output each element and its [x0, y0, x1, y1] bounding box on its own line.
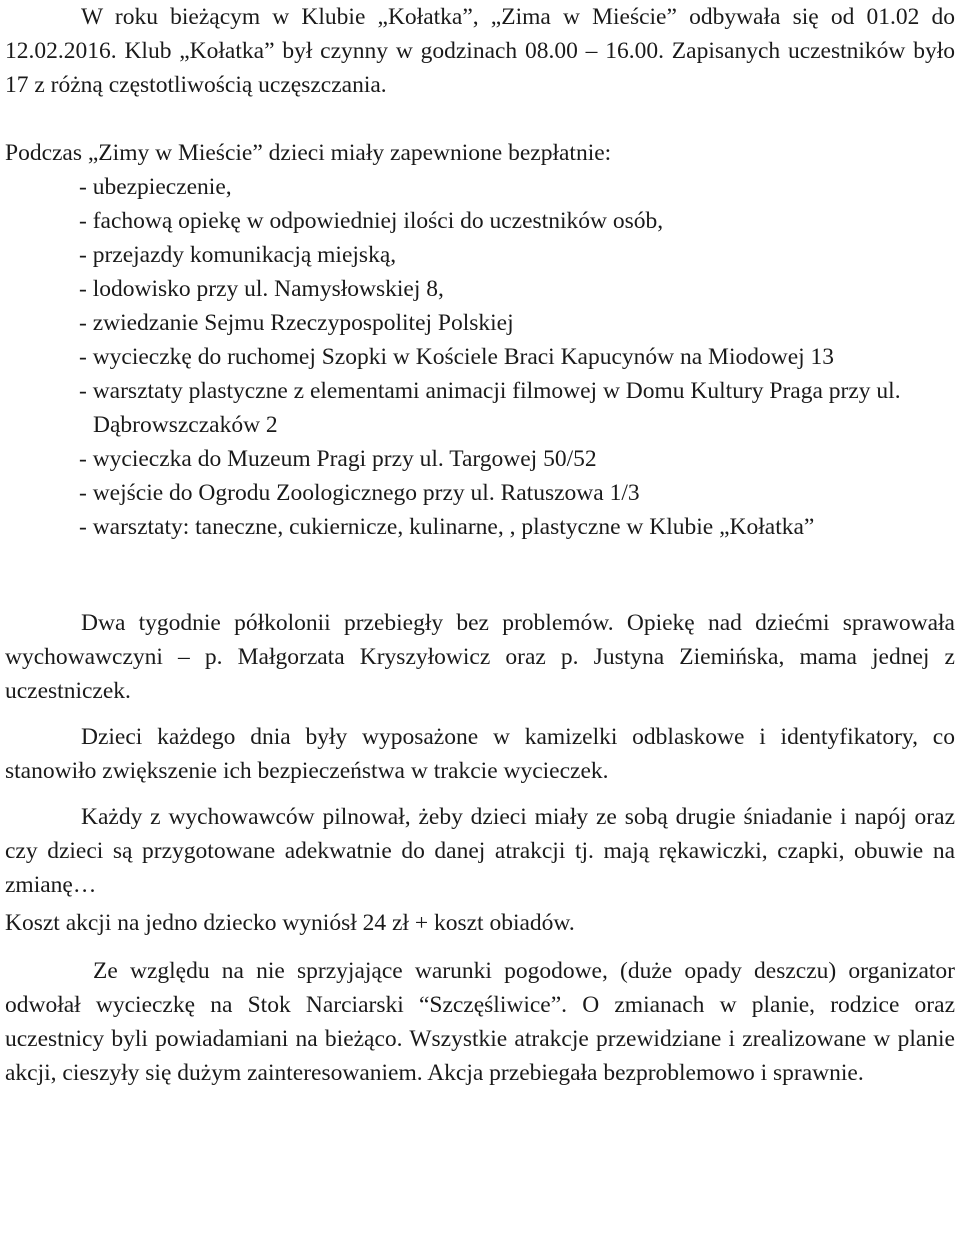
cost-paragraph: Koszt akcji na jedno dziecko wyniósł 24 zł + koszt obiadów. [5, 910, 575, 936]
list-item: - zwiedzanie Sejmu Rzeczypospolitej Polskiej [79, 310, 514, 336]
breakfast-paragraph: Każdy z wychowawców pilnował, żeby dzieci miały ze sobą drugie śniadanie i napój oraz czy dzieci są przygotowane adekwatnie do danej atrakcji tj. mają rękawiczki, czapki, obuwie na zmianę… [5, 804, 955, 898]
list-item: - warsztaty: taneczne, cukiernicze, kulinarne, , plastyczne w Klubie „Kołatka” [79, 514, 815, 540]
list-item: - wejście do Ogrodu Zoologicznego przy ul. Ratuszowa 1/3 [79, 480, 640, 506]
list-item: - przejazdy komunikacją miejską, [79, 242, 397, 268]
list-item: - wycieczkę do ruchomej Szopki w Kościele Braci Kapucynów na Miodowej 13 [79, 344, 835, 370]
supervision-paragraph: Dwa tygodnie półkolonii przebiegły bez problemów. Opiekę nad dziećmi sprawowała wychowawczyni – p. Małgorzata Kryszyłowicz oraz p. Justyna Ziemińska, mama jednej z uczestniczek. [5, 610, 955, 704]
list-item: - ubezpieczenie, [79, 174, 232, 200]
safety-paragraph: Dzieci każdego dnia były wyposażone w kamizelki odblaskowe i identyfikatory, co stanowiło zwiększenie ich bezpieczeństwa w trakcie wycieczek. [5, 724, 955, 784]
document-page [5, 0, 955, 1090]
list-item: - lodowisko przy ul. Namysłowskiej 8, [79, 276, 444, 302]
list-heading: Podczas „Zimy w Mieście” dzieci miały zapewnione bezpłatnie: [5, 140, 612, 166]
list-item: - wycieczka do Muzeum Pragi przy ul. Targowej 50/52 [79, 446, 597, 472]
intro-paragraph: W roku bieżącym w Klubie „Kołatka”, „Zima w Mieście” odbywała się od 01.02 do 12.02.2016. Klub „Kołatka” był czynny w godzinach 08.00 – 16.00. Zapisanych uczestników było 17 z różną częstotliwością uczęszczania. [5, 4, 955, 98]
list-item: - fachową opiekę w odpowiedniej ilości do uczestników osób, [79, 208, 664, 234]
provided-services-list [5, 170, 955, 544]
weather-paragraph: Ze względu na nie sprzyjające warunki pogodowe, (duże opady deszczu) organizator odwołał wycieczkę na Stok Narciarski “Szczęśliwice”. O zmianach w planie, rodzice oraz uczestnicy byli powiadamiani na bieżąco. Wszystkie atrakcje przewidziane i zrealizowane w planie akcji, cieszyły się dużym zainteresowaniem. Akcja przebiegała bezproblemowo i sprawnie. [5, 958, 955, 1086]
list-item: - warsztaty plastyczne z elementami animacji filmowej w Domu Kultury Praga przy ul. Dąbrowszczaków 2 [79, 378, 901, 438]
